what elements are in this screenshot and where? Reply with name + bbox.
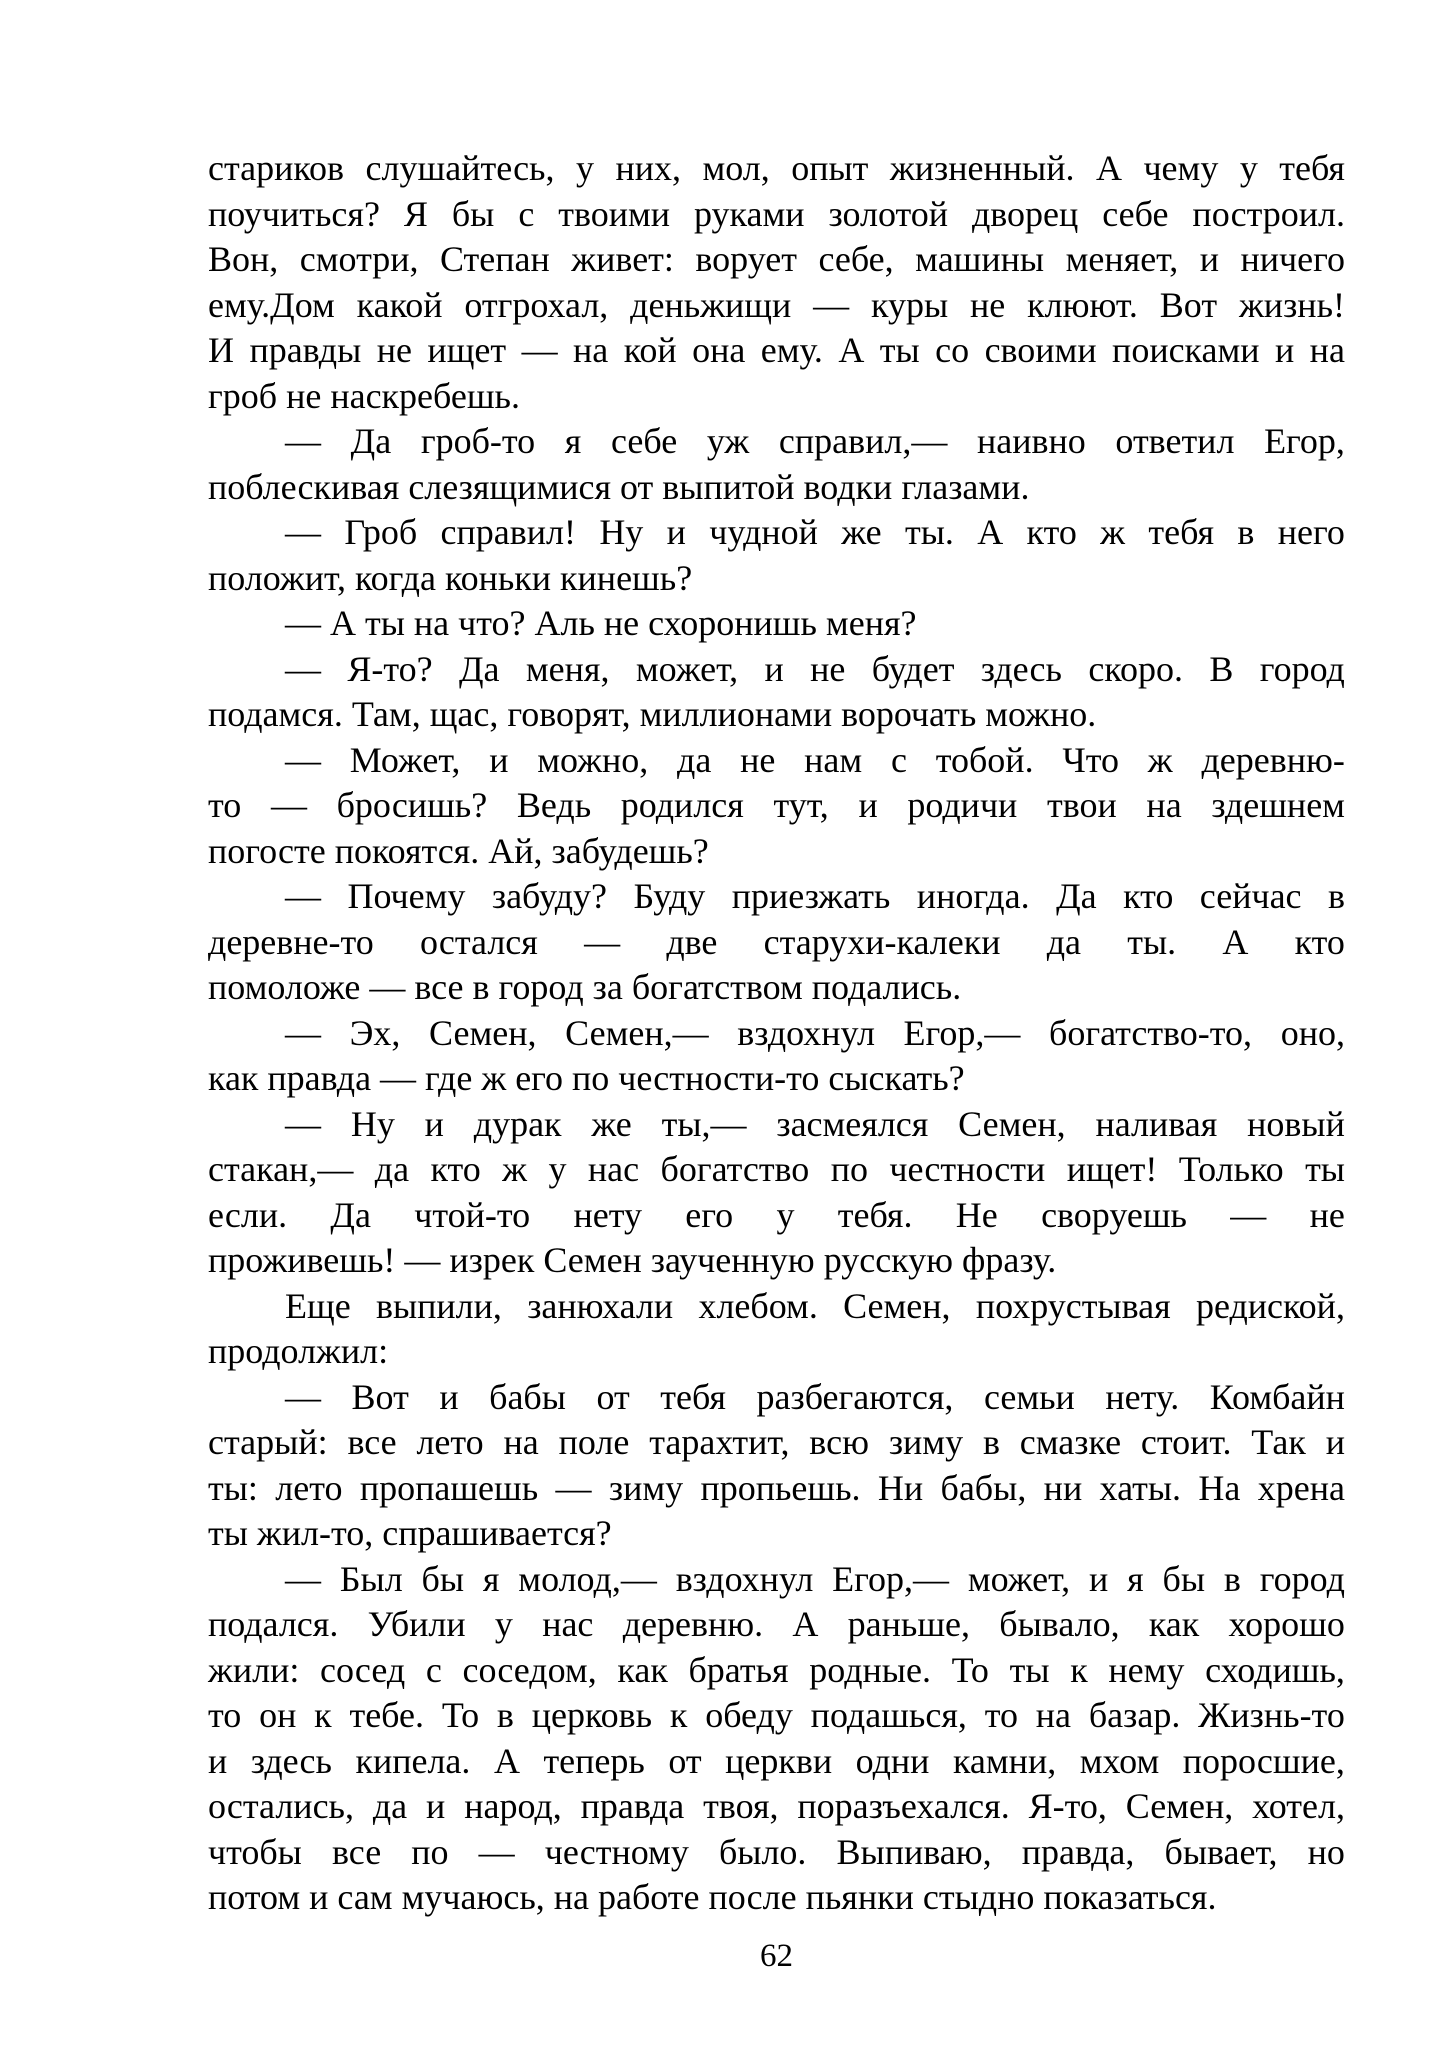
text-line: поблескивая слезящимися от выпитой водки глазами. bbox=[208, 466, 1030, 507]
text-line: — Ну и дурак же ты,— засмеялся Семен, наливая новый bbox=[285, 1103, 1345, 1144]
text-line: ты: лето пропашешь — зиму пропьешь. Ни бабы, ни хаты. На хрена bbox=[208, 1467, 1345, 1508]
text-line: ему.Дом какой отгрохал, деньжищи — куры не клюют. Вот жизнь! bbox=[208, 284, 1345, 325]
text-line: — Я-то? Да меня, может, и не будет здесь скоро. В город bbox=[285, 648, 1345, 689]
text-line: положит, когда коньки кинешь? bbox=[208, 557, 693, 598]
text-line: проживешь! — изрек Семен заученную русскую фразу. bbox=[208, 1240, 1057, 1280]
text-line: поучиться? Я бы с твоими руками золотой дворец себе построил. bbox=[208, 193, 1345, 234]
text-line: И правды не ищет — на кой она ему. А ты со своими поисками и на bbox=[208, 330, 1345, 370]
text-line: подамся. Там, щас, говорят, миллионами ворочать можно. bbox=[208, 694, 1097, 734]
text-line: погосте покоятся. Ай, забудешь? bbox=[208, 830, 709, 871]
text-line: — Был бы я молод,— вздохнул Егор,— может, и я бы в город bbox=[285, 1558, 1345, 1599]
text-line: Вон, смотри, Степан живет: ворует себе, машины меняет, и ничего bbox=[208, 239, 1345, 279]
text-line: стакан,— да кто ж у нас богатство по честности ищет! Только ты bbox=[208, 1149, 1345, 1189]
text-line: жили: сосед с соседом, как братья родные. То ты к нему сходишь, bbox=[208, 1649, 1345, 1690]
text-line: — Почему забуду? Буду приезжать иногда. Да кто сейчас в bbox=[285, 876, 1345, 916]
text-line: ты жил-то, спрашивается? bbox=[208, 1513, 612, 1553]
text-line: то он к тебе. То в церковь к обеду подашься, то на базар. Жизнь-то bbox=[208, 1695, 1345, 1735]
text-line: и здесь кипела. А теперь от церкви одни камни, мхом поросшие, bbox=[208, 1740, 1345, 1781]
text-line: — А ты на что? Аль не схоронишь меня? bbox=[285, 603, 917, 643]
text-line: потом и сам мучаюсь, на работе после пьянки стыдно показаться. bbox=[208, 1877, 1217, 1917]
text-line: Еще выпили, занюхали хлебом. Семен, похрустывая редиской, bbox=[285, 1285, 1345, 1326]
text-line: — Может, и можно, да не нам с тобой. Что ж деревню- bbox=[285, 739, 1345, 780]
text-line: — Эх, Семен, Семен,— вздохнул Егор,— богатство-то, оно, bbox=[285, 1012, 1345, 1053]
text-line: если. Да чтой-то нету его у тебя. Не своруешь — не bbox=[208, 1194, 1345, 1235]
page-text bbox=[208, 146, 1345, 1921]
text-line: деревне-то остался — две старухи-калеки да ты. А кто bbox=[208, 921, 1345, 962]
page-number: 62 bbox=[760, 1938, 793, 1974]
text-line: стариков слушайтесь, у них, мол, опыт жизненный. А чему у тебя bbox=[208, 148, 1345, 188]
text-line: — Гроб справил! Ну и чудной же ты. А кто ж тебя в него bbox=[285, 512, 1345, 552]
text-line: подался. Убили у нас деревню. А раньше, бывало, как хорошо bbox=[208, 1604, 1345, 1644]
text-line: как правда — где ж его по честности-то сыскать? bbox=[208, 1058, 965, 1098]
text-line: старый: все лето на поле тарахтит, всю зиму в смазке стоит. Так и bbox=[208, 1422, 1345, 1462]
text-line: гроб не наскребешь. bbox=[208, 375, 520, 416]
text-line: помоложе — все в город за богатством подались. bbox=[208, 967, 962, 1007]
text-line: остались, да и народ, правда твоя, поразъехался. Я-то, Семен, хотел, bbox=[208, 1786, 1345, 1826]
text-line: то — бросишь? Ведь родился тут, и родичи твои на здешнем bbox=[208, 785, 1345, 825]
text-line: чтобы все по — честному было. Выпиваю, правда, бывает, но bbox=[208, 1831, 1345, 1872]
text-line: — Вот и бабы от тебя разбегаются, семьи нету. Комбайн bbox=[285, 1376, 1345, 1417]
text-line: продолжил: bbox=[208, 1331, 389, 1371]
text-line: — Да гроб-то я себе уж справил,— наивно ответил Егор, bbox=[285, 421, 1345, 461]
